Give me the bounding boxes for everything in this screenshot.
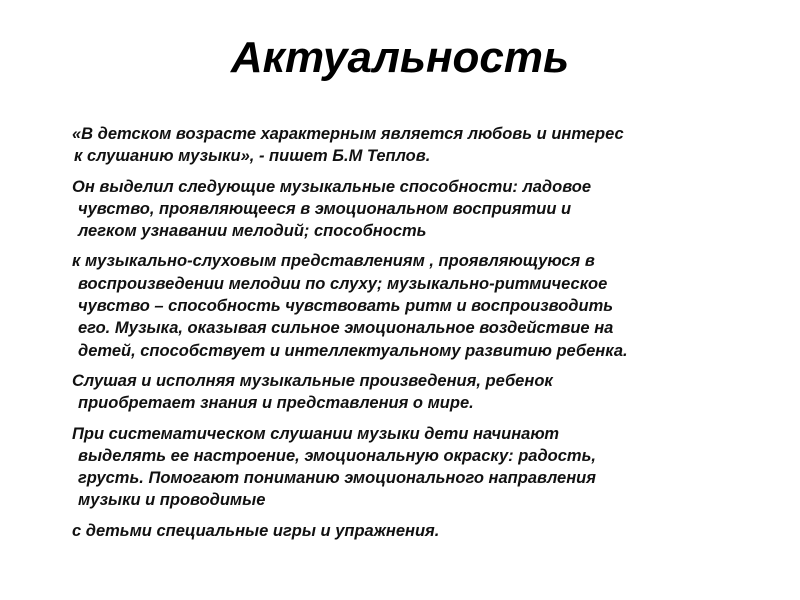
paragraph-abilities (72, 176, 758, 243)
text-line: музыки и проводимые (78, 491, 266, 510)
slide-title: Актуальность (230, 33, 570, 82)
text-line: чувство, проявляющееся в эмоциональном восприятии и (78, 199, 572, 218)
slide-body (72, 123, 758, 542)
text-line: Слушая и исполняя музыкальные произведения, ребенок (72, 371, 553, 390)
paragraph-abilities-continued (72, 250, 758, 361)
text-line: воспроизведении мелодии по слуху; музыкально-ритмическое (78, 274, 608, 293)
text-line: выделять ее настроение, эмоциональную окраску: радость, (78, 446, 596, 465)
text-line: При систематическом слушании музыки дети начинают (72, 424, 560, 443)
text-line: чувство – способность чувствовать ритм и воспроизводить (78, 297, 614, 316)
paragraph-games (72, 520, 758, 542)
text-line: грусть. Помогают пониманию эмоционального направления (78, 469, 596, 488)
text-line: к музыкально-слуховым представлениям , проявляющуюся в (72, 252, 595, 271)
text-line: Он выделил следующие музыкальные способности: ладовое (72, 177, 592, 196)
text-line: с детьми специальные игры и упражнения. (72, 521, 440, 540)
text-line: приобретает знания и представления о мире. (78, 394, 474, 413)
paragraph-listening (72, 370, 758, 415)
text-line: «В детском возрасте характерным является любовь и интерес (72, 125, 624, 143)
text-line: детей, способствует и интеллектуальному развитию ребенка. (78, 341, 628, 360)
paragraph-systematic (72, 423, 758, 512)
text-line: легком узнавании мелодий; способность (78, 222, 427, 241)
paragraph-quote (72, 123, 758, 168)
text-line: к слушанию музыки», - пишет Б.М Теплов. (74, 147, 431, 166)
text-line: его. Музыка, оказывая сильное эмоциональное воздействие на (78, 319, 614, 338)
